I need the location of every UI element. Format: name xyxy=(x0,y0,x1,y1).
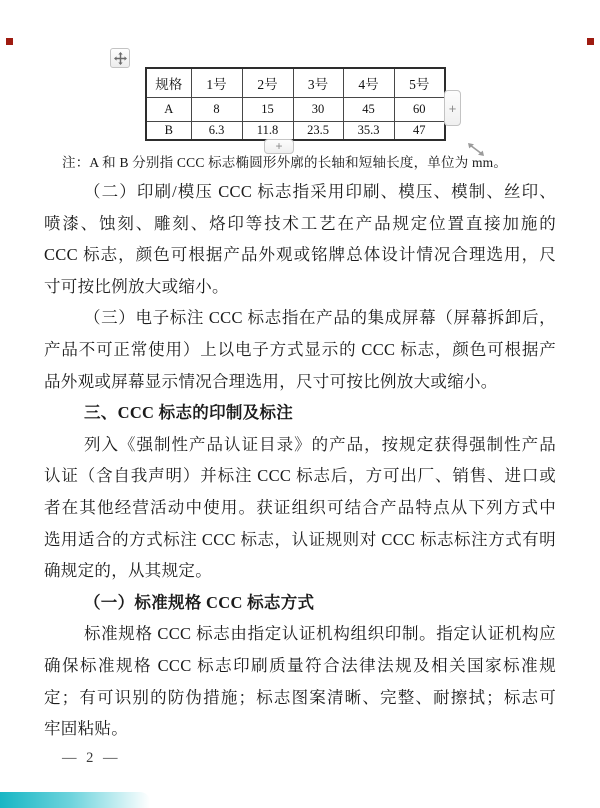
table-cell[interactable]: 6.3 xyxy=(191,122,242,141)
table-header-cell[interactable]: 1号 xyxy=(191,68,242,98)
paragraph-line: （二）印刷/模压 CCC 标志指采用印刷、模压、模制、丝印、 xyxy=(84,182,556,201)
table-cell[interactable]: 35.3 xyxy=(343,122,394,141)
table-row xyxy=(146,98,445,122)
table-header-cell[interactable]: 规格 xyxy=(146,68,191,98)
paragraph-line: CCC 标志，颜色可根据产品外观或铭牌总体设计情况合理选用，尺 xyxy=(44,245,556,265)
table-move-handle-button[interactable] xyxy=(110,48,130,68)
paragraph-line: 认证（含自我声明）并标注 CCC 标志后，方可出厂、销售、进口或 xyxy=(44,466,556,486)
table-cell[interactable]: 45 xyxy=(343,98,394,122)
table-cell[interactable]: 60 xyxy=(394,98,445,122)
table-row-label[interactable]: B xyxy=(146,122,191,141)
table-row xyxy=(146,122,445,141)
paragraph-line: 品外观或屏幕显示情况合理选用，尺寸可按比例放大或缩小。 xyxy=(44,371,498,391)
table-header-cell[interactable]: 4号 xyxy=(343,68,394,98)
paragraph-line: （三）电子标注 CCC 标志指在产品的集成屏幕（屏幕拆卸后， xyxy=(84,308,556,328)
move-icon xyxy=(114,52,127,65)
table-cell[interactable]: 30 xyxy=(293,98,343,122)
paragraph-line: 者在其他经营活动中使用。获证组织可结合产品特点从下列方式中 xyxy=(44,497,556,517)
table-cell[interactable]: 8 xyxy=(191,98,242,122)
table-cell[interactable]: 23.5 xyxy=(293,122,343,141)
section-heading: 三、CCC 标志的印制及标注 xyxy=(84,403,294,423)
table-header-cell[interactable]: 3号 xyxy=(293,68,343,98)
add-row-button[interactable]: + xyxy=(264,139,294,154)
document-body xyxy=(44,176,556,745)
table-cell[interactable]: 47 xyxy=(394,122,445,141)
paragraph-line: 喷漆、蚀刻、雕刻、烙印等技术工艺在产品规定位置直接加施的 xyxy=(44,213,556,233)
paragraph-line: 标准规格 CCC 标志由指定认证机构组织印制。指定认证机构应 xyxy=(84,624,556,644)
subsection-heading: （一）标准规格 CCC 标志方式 xyxy=(84,592,315,612)
paragraph-line: 定；有可识别的防伪措施；标志图案清晰、完整、耐擦拭；标志可 xyxy=(44,687,556,707)
page-number: — 2 — xyxy=(62,750,121,766)
paragraph-line: 产品不可正常使用）上以电子方式显示的 CCC 标志，颜色可根据产 xyxy=(44,339,556,359)
paragraph-line: 牢固粘贴。 xyxy=(44,719,128,739)
table-cell[interactable]: 11.8 xyxy=(242,122,293,141)
paragraph-line: 确规定的，从其规定。 xyxy=(44,561,212,581)
add-column-button[interactable]: + xyxy=(444,90,461,126)
spec-table[interactable] xyxy=(145,67,446,141)
paragraph-line: 选用适合的方式标注 CCC 标志，认证规则对 CCC 标志标注方式有明 xyxy=(44,529,556,549)
corner-mark-right xyxy=(587,38,594,45)
table-row-label[interactable]: A xyxy=(146,98,191,122)
table-cell[interactable]: 15 xyxy=(242,98,293,122)
paragraph-line: 列入《强制性产品认证目录》的产品，按规定获得强制性产品 xyxy=(84,434,556,454)
corner-mark-left xyxy=(6,38,13,45)
paragraph-line: 寸可按比例放大或缩小。 xyxy=(44,276,229,296)
paragraph-line: 确保标准规格 CCC 标志印刷质量符合法律法规及相关国家标准规 xyxy=(44,655,556,675)
table-note: 注：A 和 B 分别指 CCC 标志椭圆形外廓的长轴和短轴长度，单位为 mm。 xyxy=(62,155,508,170)
table-header-cell[interactable]: 5号 xyxy=(394,68,445,98)
bottom-accent-gradient xyxy=(0,792,150,808)
table-header-cell[interactable]: 2号 xyxy=(242,68,293,98)
